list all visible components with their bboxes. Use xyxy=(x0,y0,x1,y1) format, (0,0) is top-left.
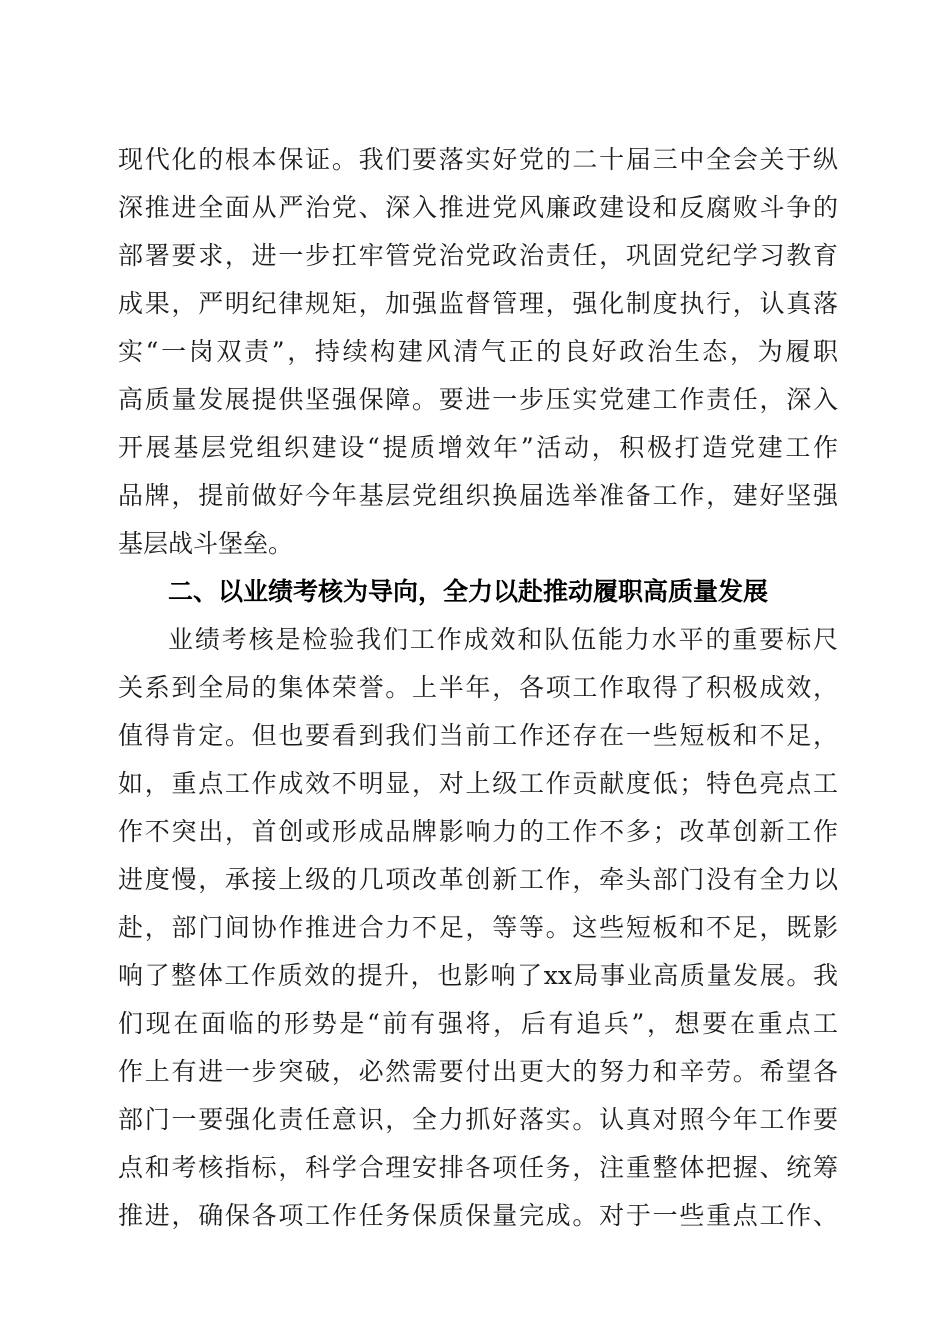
paragraph-line: 高质量发展提供坚强保障。要进一步压实党建工作责任，深入 xyxy=(118,385,838,414)
paragraph-line: 响了整体工作质效的提升，也影响了xx局事业高质量发展。我 xyxy=(118,961,838,990)
paragraph-line: 开展基层党组织建设“提质增效年”活动，积极打造党建工作 xyxy=(118,433,838,462)
paragraph-line: 成果，严明纪律规矩，加强监督管理，强化制度执行，认真落 xyxy=(118,289,838,318)
paragraph-line: 作上有进一步突破，必然需要付出更大的努力和辛劳。希望各 xyxy=(118,1057,838,1086)
paragraph-line: 基层战斗堡垒。 xyxy=(118,529,294,558)
paragraph-line: 推进，确保各项工作任务保质保量完成。对于一些重点工作、 xyxy=(118,1201,838,1230)
paragraph-line: 部署要求，进一步扛牢管党治党政治责任，巩固党纪学习教育 xyxy=(118,241,838,270)
paragraph-line: 业绩考核是检验我们工作成效和队伍能力水平的重要标尺 xyxy=(168,625,838,654)
section-heading: 二、以业绩考核为导向，全力以赴推动履职高质量发展 xyxy=(168,577,769,606)
paragraph-line: 品牌，提前做好今年基层党组织换届选举准备工作，建好坚强 xyxy=(118,481,838,510)
paragraph-line: 关系到全局的集体荣誉。上半年，各项工作取得了积极成效， xyxy=(118,673,838,702)
paragraph-line: 现代化的根本保证。我们要落实好党的二十届三中全会关于纵 xyxy=(118,145,838,174)
paragraph-line: 进度慢，承接上级的几项改革创新工作，牵头部门没有全力以 xyxy=(118,865,838,894)
paragraph-line: 值得肯定。但也要看到我们当前工作还存在一些短板和不足， xyxy=(118,721,838,750)
paragraph-line: 点和考核指标，科学合理安排各项任务，注重整体把握、统筹 xyxy=(118,1153,838,1182)
paragraph-line: 实“一岗双责”，持续构建风清气正的良好政治生态，为履职 xyxy=(118,337,838,366)
paragraph-line: 赴，部门间协作推进合力不足，等等。这些短板和不足，既影 xyxy=(118,913,838,942)
paragraph-line: 部门一要强化责任意识，全力抓好落实。认真对照今年工作要 xyxy=(118,1105,838,1134)
paragraph-line: 作不突出，首创或形成品牌影响力的工作不多；改革创新工作 xyxy=(118,817,838,846)
paragraph-line: 们现在面临的形势是“前有强将，后有追兵”，想要在重点工 xyxy=(118,1009,838,1038)
paragraph-line: 如，重点工作成效不明显，对上级工作贡献度低；特色亮点工 xyxy=(118,769,838,798)
paragraph-line: 深推进全面从严治党、深入推进党风廉政建设和反腐败斗争的 xyxy=(118,193,838,222)
